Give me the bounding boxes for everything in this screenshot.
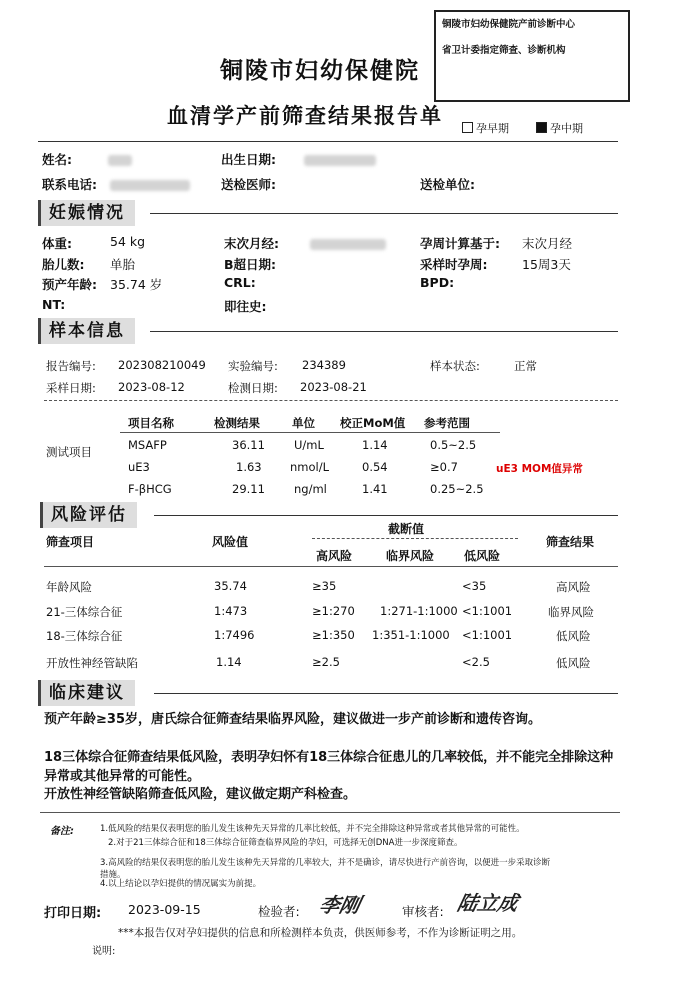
lmp-label: 末次月经: xyxy=(224,236,279,251)
collect-date-label: 采样日期: xyxy=(46,381,96,395)
risk-row-age-high: ≥35 xyxy=(312,579,337,593)
risk-col-cutoff: 截断值 xyxy=(388,522,425,536)
stamp-line-2: 省卫计委指定筛查、诊断机构 xyxy=(442,45,566,56)
checked-checkbox-icon xyxy=(536,122,547,133)
fetus-label: 胎儿数: xyxy=(42,257,85,272)
risk-row-t21-result: 临界风险 xyxy=(548,605,594,619)
age-label: 预产年龄: xyxy=(42,277,97,292)
risk-row-t18-low: <1:1001 xyxy=(462,628,513,642)
cutoff-line xyxy=(312,538,518,539)
risk-row-t18-item: 18-三体综合征 xyxy=(46,629,123,643)
section-line xyxy=(154,693,618,694)
risk-col-value: 风险值 xyxy=(212,535,249,549)
reviewer-label: 审核者: xyxy=(402,904,444,919)
age-value: 35.74 岁 xyxy=(110,277,163,292)
risk-col-result: 筛查结果 xyxy=(546,535,595,549)
risk-row-ntd-high: ≥2.5 xyxy=(312,655,340,669)
print-date-value: 2023-09-15 xyxy=(128,902,201,917)
risk-row-t18-high: ≥1:350 xyxy=(312,628,355,642)
institution-stamp-box xyxy=(434,10,630,102)
col-result: 检测结果 xyxy=(214,416,260,430)
reviewer-signature: 陆立成 xyxy=(455,891,521,915)
risk-col-item: 筛查项目 xyxy=(46,535,95,549)
risk-col-high: 高风险 xyxy=(316,549,353,563)
ga-basis-label: 孕周计算基于: xyxy=(420,236,500,251)
report-no-label: 报告编号: xyxy=(46,359,96,373)
row-ue3-unit: nmol/L xyxy=(290,460,330,474)
section-sample: 样本信息 xyxy=(38,318,135,344)
section-risk: 风险评估 xyxy=(40,502,137,528)
row-hcg-result: 29.11 xyxy=(232,482,265,496)
report-no-value: 202308210049 xyxy=(118,358,206,372)
col-item-name: 项目名称 xyxy=(128,416,174,430)
notes-label: 备注: xyxy=(50,826,74,837)
explain-label: 说明: xyxy=(92,946,116,957)
test-items-label: 测试项目 xyxy=(46,445,92,459)
name-redacted xyxy=(108,150,132,169)
crl-label: CRL: xyxy=(224,275,256,290)
row-msafp-unit: U/mL xyxy=(294,438,324,452)
hospital-name: 铜陵市妇幼保健院 xyxy=(220,58,420,84)
fetus-value: 单胎 xyxy=(110,257,136,272)
report-title: 血清学产前筛查结果报告单 xyxy=(167,104,443,128)
history-label: 即往史: xyxy=(224,299,267,314)
risk-row-ntd-value: 1.14 xyxy=(216,655,242,669)
test-date-value: 2023-08-21 xyxy=(300,380,367,394)
ue3-abnormal-note: uE3 MOM值异常 xyxy=(496,463,583,475)
row-msafp-name: MSAFP xyxy=(128,438,167,452)
risk-row-t18-value: 1:7496 xyxy=(214,628,255,642)
weight-label: 体重: xyxy=(42,236,72,251)
risk-row-age-value: 35.74 xyxy=(214,579,247,593)
row-msafp-result: 36.11 xyxy=(232,438,265,452)
note-4: 4.以上结论以孕妇提供的情况属实为前提。 xyxy=(100,879,262,889)
header-divider xyxy=(38,141,618,142)
risk-row-t21-value: 1:473 xyxy=(214,604,248,618)
tester-signature: 李刚 xyxy=(317,893,363,917)
risk-row-t21-item: 21-三体综合征 xyxy=(46,605,123,619)
advice-paragraph-3: 开放性神经管缺陷筛查低风险，建议做定期产科检查。 xyxy=(44,787,357,802)
bpd-label: BPD: xyxy=(420,275,455,290)
dob-redacted xyxy=(304,150,376,169)
advice-divider xyxy=(40,812,620,813)
note-2: 2.对于21三体综合征和18三体综合征筛查临界风险的孕妇，可选择无创DNA进一步深度筛查。 xyxy=(108,838,463,848)
col-unit: 单位 xyxy=(292,416,315,430)
period-mid-checkbox: 孕中期 xyxy=(536,120,583,136)
note-3: 3.高风险的结果仅表明您的胎儿发生该种先天异常的几率较大，并不是确诊，请尽快进行产前咨询，以便进一步采取诊断 xyxy=(100,858,551,868)
risk-row-age-result: 高风险 xyxy=(556,580,591,594)
tester-label: 检验者: xyxy=(258,904,300,919)
row-ue3-result: 1.63 xyxy=(236,460,262,474)
doctor-label: 送检医师: xyxy=(221,177,276,192)
nt-label: NT: xyxy=(42,297,66,312)
advice-paragraph-2: 18三体综合征筛查结果低风险，表明孕妇怀有18三体综合征患儿的几率较低，并不能完全排除这种异常或其他异常的可能性。 xyxy=(44,750,614,784)
phone-redacted xyxy=(110,175,190,194)
risk-row-t21-high: ≥1:270 xyxy=(312,604,355,618)
section-line xyxy=(150,213,618,214)
note-1: 1.低风险的结果仅表明您的胎儿发生该种先天异常的几率比较低，并不完全排除这种异常或者其他异常的可能性。 xyxy=(100,824,525,834)
row-msafp-range: 0.5~2.5 xyxy=(430,438,477,452)
risk-row-ntd-result: 低风险 xyxy=(556,656,591,670)
unit-label: 送检单位: xyxy=(420,177,475,192)
advice-paragraph-1: 预产年龄≥35岁，唐氏综合征筛查结果临界风险，建议做进一步产前诊断和遗传咨询。 xyxy=(44,712,541,727)
sample-divider xyxy=(44,400,618,401)
row-hcg-mom: 1.41 xyxy=(362,482,388,496)
col-mom: 校正MoM值 xyxy=(340,416,406,430)
phone-label: 联系电话: xyxy=(42,177,97,192)
risk-col-border: 临界风险 xyxy=(386,549,435,563)
section-pregnancy: 妊娠情况 xyxy=(38,200,135,226)
risk-header-line xyxy=(44,566,618,567)
status-value: 正常 xyxy=(514,359,537,373)
risk-row-age-low: <35 xyxy=(462,579,487,593)
section-line xyxy=(150,331,618,332)
status-label: 样本状态: xyxy=(430,359,480,373)
row-hcg-name: F-βHCG xyxy=(128,482,172,496)
risk-col-low: 低风险 xyxy=(464,549,501,563)
sample-ga-value: 15周3天 xyxy=(522,257,571,272)
note-3-cont: 措施。 xyxy=(100,870,126,880)
dob-label: 出生日期: xyxy=(221,152,276,167)
row-ue3-range: ≥0.7 xyxy=(430,460,458,474)
name-label: 姓名: xyxy=(42,152,72,167)
test-date-label: 检测日期: xyxy=(228,381,278,395)
weight-value: 54 kg xyxy=(110,234,146,249)
lab-no-label: 实验编号: xyxy=(228,359,278,373)
ga-basis-value: 末次月经 xyxy=(522,236,573,251)
row-ue3-name: uE3 xyxy=(128,460,150,474)
risk-row-t21-border: 1:271-1:1000 xyxy=(380,604,458,618)
section-advice: 临床建议 xyxy=(38,680,135,706)
row-msafp-mom: 1.14 xyxy=(362,438,388,452)
lmp-redacted xyxy=(310,234,386,253)
bscan-label: B超日期: xyxy=(224,257,277,272)
collect-date-value: 2023-08-12 xyxy=(118,380,185,394)
risk-row-t18-result: 低风险 xyxy=(556,629,591,643)
section-line xyxy=(154,515,618,516)
sample-ga-label: 采样时孕周: xyxy=(420,257,488,272)
risk-row-ntd-item: 开放性神经管缺陷 xyxy=(46,656,138,670)
print-date-label: 打印日期: xyxy=(44,906,102,921)
lab-no-value: 234389 xyxy=(302,358,346,372)
footer-disclaimer: ***本报告仅对孕妇提供的信息和所检测样本负责，供医师参考，不作为诊断证明之用。 xyxy=(118,927,523,939)
risk-row-age-item: 年龄风险 xyxy=(46,580,92,594)
period-early-checkbox: 孕早期 xyxy=(462,120,509,136)
row-ue3-mom: 0.54 xyxy=(362,460,388,474)
risk-row-t18-border: 1:351-1:1000 xyxy=(372,628,450,642)
risk-row-t21-low: <1:1001 xyxy=(462,604,513,618)
stamp-line-1: 铜陵市妇幼保健院产前诊断中心 xyxy=(442,19,576,30)
empty-checkbox-icon xyxy=(462,122,473,133)
table-header-line xyxy=(120,432,500,433)
col-range: 参考范围 xyxy=(424,416,470,430)
risk-row-ntd-low: <2.5 xyxy=(462,655,490,669)
row-hcg-unit: ng/ml xyxy=(294,482,327,496)
row-hcg-range: 0.25~2.5 xyxy=(430,482,484,496)
